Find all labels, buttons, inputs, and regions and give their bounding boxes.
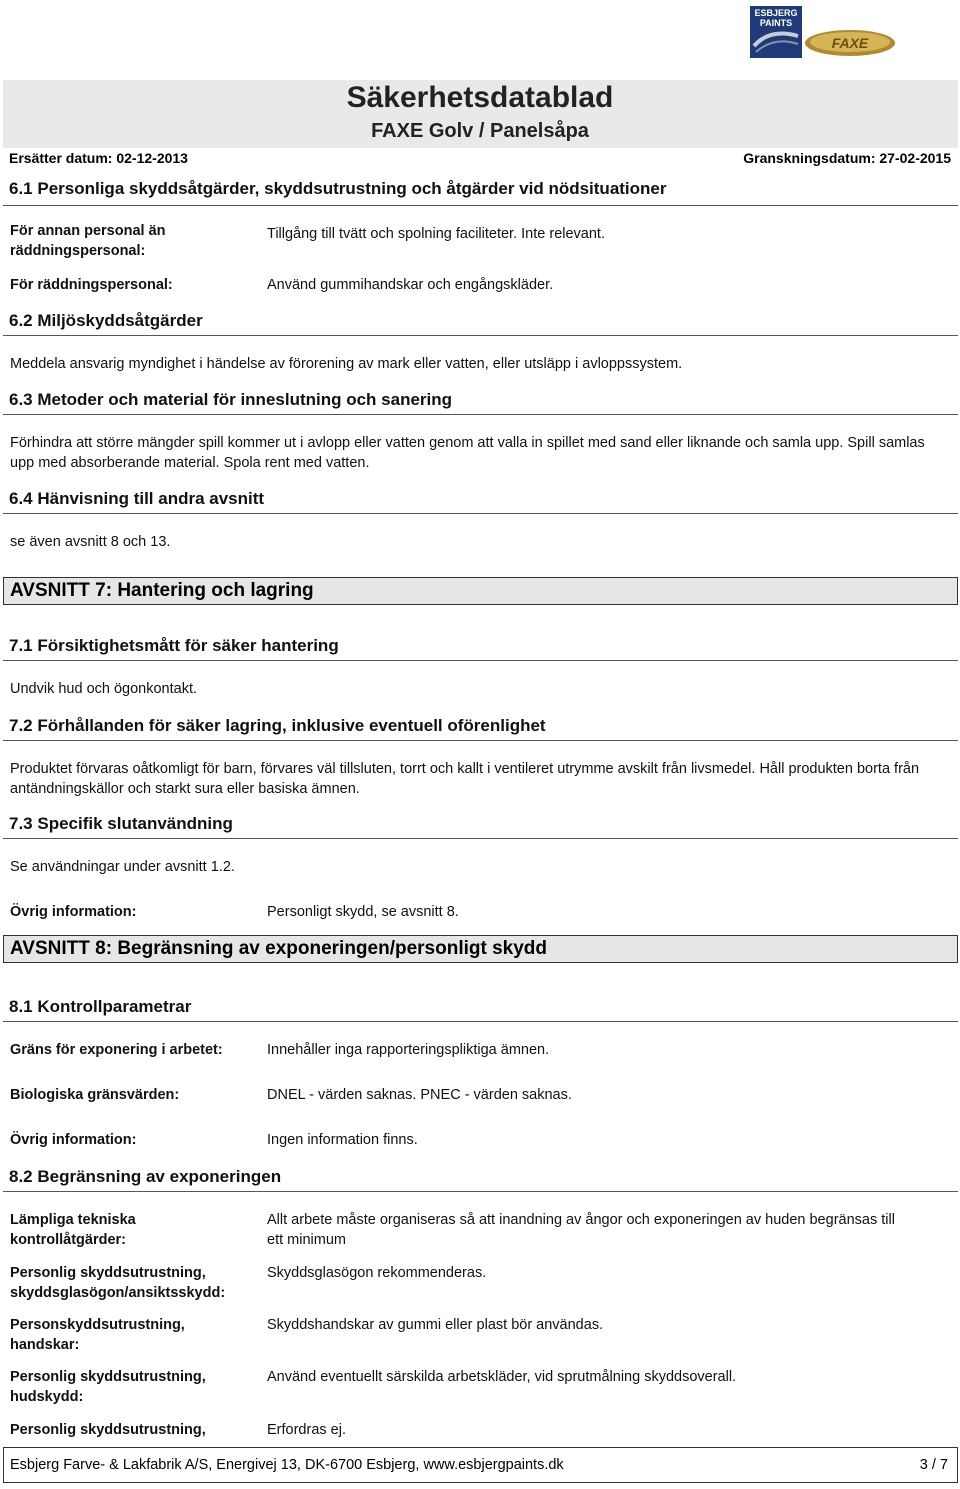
section-6-3-text: Förhindra att större mängder spill kommer ut i avlopp eller vatten genom att valla in spillet med sand eller liknande och samla upp. Spill samlas upp med absorberande material. Spola rent med vatten. [10,435,925,471]
label-other-info-7: Övrig information: [10,904,137,920]
section-7-banner: AVSNITT 7: Hantering och lagring [3,577,958,605]
value-other-info-8: Ingen information finns. [267,1132,418,1148]
section-6-3-heading: 6.3 Metoder och material för inneslutning och sanering [9,390,453,409]
divider [3,513,958,514]
label-exposure-limit: Gräns för exponering i arbetet: [10,1042,223,1058]
label-technical-controls: Lämpliga tekniska kontrollåtgärder: [10,1212,136,1248]
section-8-2-heading: 8.2 Begränsning av exponeringen [9,1167,282,1186]
section-7-1-heading: 7.1 Försiktighetsmått för säker hantering [9,636,339,655]
value-technical-controls: Allt arbete måste organiseras så att inandning av ångor och exponeringen av huden begränsas till ett minimum [267,1212,895,1248]
divider [3,414,958,415]
document-title: Säkerhetsdatablad [346,81,614,114]
label-biological-limits: Biologiska gränsvärden: [10,1087,180,1103]
esbjerg-paints-logo [750,6,802,58]
section-6-1-heading: 6.1 Personliga skyddsåtgärder, skyddsutrustning och åtgärder vid nödsituationer [9,179,667,198]
divider [3,1191,958,1192]
value-rescue-personnel: Använd gummihandskar och engångskläder. [267,277,554,293]
divider [3,660,958,661]
section-7-2-heading: 7.2 Förhållanden för säker lagring, inklusive eventuell oförenlighet [9,716,546,735]
replaces-date: Ersätter datum: 02-12-2013 [9,150,188,166]
value-hand-protection: Skyddshandskar av gummi eller plast bör användas. [267,1317,604,1333]
value-respiratory-protection: Erfordras ej. [267,1422,346,1438]
divider [3,205,958,206]
section-8-banner: AVSNITT 8: Begränsning av exponeringen/personligt skydd [3,935,958,963]
divider [3,838,958,839]
footer-company: Esbjerg Farve- & Lakfabrik A/S, Energivej 13, DK-6700 Esbjerg, www.esbjergpaints.dk [10,1457,564,1473]
divider [3,335,958,336]
value-other-personnel: Tillgång till tvätt och spolning faciliteter. Inte relevant. [267,226,605,242]
label-other-personnel: För annan personal än räddningspersonal: [10,223,166,259]
faxe-logo-text: FAXE [831,35,869,51]
section-7-2-text: Produktet förvaras oåtkomligt för barn, förvares väl tillsluten, torrt och kallt i ventileret utrymme avskilt från livsmedel. Håll produkten borta från antändningskällor och starkt sura eller basiska ämnen. [10,761,920,797]
product-name: FAXE Golv / Panelsåpa [371,120,589,142]
value-exposure-limit: Innehåller inga rapporteringspliktiga ämnen. [267,1042,550,1058]
faxe-logo [803,28,897,58]
esbjerg-logo-text-2: PAINTS [759,18,793,28]
page-number: 3 / 7 [919,1457,948,1473]
section-7-1-text: Undvik hud och ögonkontakt. [10,681,198,697]
label-skin-protection: Personlig skyddsutrustning, hudskydd: [10,1369,206,1405]
section-6-4-heading: 6.4 Hänvisning till andra avsnitt [9,489,265,508]
label-eye-protection: Personlig skyddsutrustning, skyddsglasögon/ansiktsskydd: [10,1265,226,1301]
value-skin-protection: Använd eventuellt särskilda arbetskläder, vid sprutmålning skyddsoverall. [267,1369,737,1385]
review-date: Granskningsdatum: 27-02-2015 [743,150,951,166]
value-biological-limits: DNEL - värden saknas. PNEC - värden saknas. [267,1087,572,1103]
divider [3,1021,958,1022]
label-respiratory-protection: Personlig skyddsutrustning, [10,1422,206,1438]
section-7-3-heading: 7.3 Specifik slutanvändning [9,814,233,833]
value-other-info-7: Personligt skydd, se avsnitt 8. [267,904,459,920]
label-hand-protection: Personskyddsutrustning, handskar: [10,1317,185,1353]
esbjerg-logo-text-1: ESBJERG [754,8,798,18]
label-other-info-8: Övrig information: [10,1132,137,1148]
value-eye-protection: Skyddsglasögon rekommenderas. [267,1265,487,1281]
label-rescue-personnel: För räddningspersonal: [10,277,173,293]
section-6-2-text: Meddela ansvarig myndighet i händelse av förorening av mark eller vatten, eller utsläpp i avloppssystem. [10,356,683,372]
section-6-2-heading: 6.2 Miljöskyddsåtgärder [9,311,203,330]
divider [3,740,958,741]
section-8-1-heading: 8.1 Kontrollparametrar [9,997,192,1016]
section-7-3-text: Se användningar under avsnitt 1.2. [10,859,235,875]
section-6-4-text: se även avsnitt 8 och 13. [10,534,171,550]
